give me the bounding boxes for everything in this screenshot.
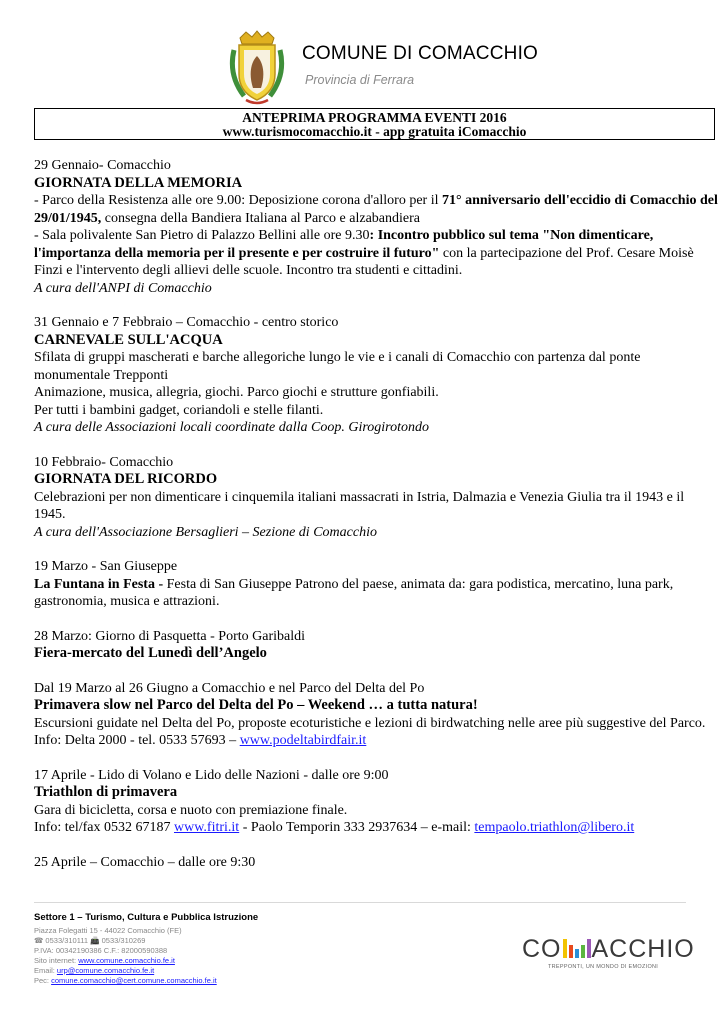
- event-text: consegna della Bandiera Italiana al Parco e alzabandiera: [101, 210, 420, 226]
- event-title: Fiera-mercato del Lunedì dell’Angelo: [34, 645, 267, 661]
- org-subtitle: Provincia di Ferrara: [305, 73, 415, 87]
- pec-link[interactable]: comune.comacchio@cert.comune.comacchio.fe.it: [51, 976, 217, 985]
- event-item: [34, 157, 718, 297]
- brand-text-left: CO: [522, 935, 562, 963]
- event-date: Dal 19 Marzo al 26 Giugno a Comacchio e nel Parco del Delta del Po: [34, 680, 425, 696]
- event-item: [34, 767, 718, 837]
- event-info: [34, 732, 718, 750]
- brand-wordmark: [522, 935, 695, 963]
- program-banner: [34, 108, 715, 140]
- event-credit: A cura dell'ANPI di Comacchio: [34, 280, 212, 296]
- event-text: - Parco della Resistenza alle ore 9.00: Deposizione corona d'alloro per il: [34, 193, 442, 208]
- footer-phone: [34, 936, 394, 946]
- banner-title: ANTEPRIMA PROGRAMMA EVENTI 2016: [242, 110, 507, 125]
- event-description: Animazione, musica, allegria, giochi. Parco giochi e strutture gonfiabili.: [34, 385, 439, 400]
- event-text-bold: : Incontro pubblico sul tema "Non dimenticare, l'importanza della memoria per il presente e per costruire il futuro": [34, 228, 654, 261]
- event-item: [34, 454, 718, 542]
- org-title: COMUNE DI COMACCHIO: [302, 43, 539, 64]
- site-label: Sito internet:: [34, 956, 79, 965]
- event-list: [34, 157, 718, 888]
- event-description: Sfilata di gruppi mascherati e barche allegoriche lungo le vie e i canali di Comacchio con partenza dal ponte monumentale Trepponti: [34, 350, 641, 383]
- coat-of-arms-icon: [226, 30, 288, 108]
- brand-tagline: TREPPONTI, UN MONDO DI EMOZIONI: [548, 964, 659, 970]
- event-info: [34, 819, 718, 837]
- event-text: Festa di San Giuseppe Patrono del paese, animata da: gara podistica, mercatino, luna park, gastronomia, musica e attrazioni.: [34, 576, 674, 609]
- event-item: [34, 680, 718, 750]
- event-date: 17 Aprile - Lido di Volano e Lido delle Nazioni - dalle ore 9:00: [34, 767, 389, 783]
- event-description: [34, 192, 718, 227]
- event-info-text: - Paolo Temporin 333 2937634 – e-mail:: [239, 820, 475, 835]
- event-item: [34, 314, 718, 437]
- event-description: [34, 227, 718, 280]
- event-text: con la partecipazione del Prof. Cesare Moisè Finzi e l'intervento degli allievi delle scuole. Incontro tra studenti e cittadini.: [34, 245, 694, 278]
- event-date: 19 Marzo - San Giuseppe: [34, 559, 178, 574]
- event-date: 10 Febbraio- Comacchio: [34, 454, 174, 470]
- email-link[interactable]: urp@comune.comacchio.fe.it: [56, 966, 155, 975]
- event-text-bold: 71° anniversario dell'eccidio di Comacchio del 29/01/1945,: [34, 193, 718, 226]
- footer-tax-ids: P.IVA: 00342190386 C.F.: 82000590388: [34, 946, 168, 955]
- event-credit: A cura delle Associazioni locali coordinate dalla Coop. Girogirotondo: [34, 420, 429, 435]
- brand-m-bars-icon: [562, 939, 592, 958]
- website-link[interactable]: www.podeltabirdfair.it: [239, 733, 367, 748]
- site-link[interactable]: www.comune.comacchio.fe.it: [78, 956, 175, 965]
- footer-email: [34, 966, 394, 976]
- event-title: La Funtana in Festa -: [34, 576, 164, 592]
- fax-number: 0533/310269: [101, 936, 146, 945]
- event-title: Triathlon di primavera: [34, 784, 178, 800]
- pec-label: Pec:: [34, 976, 52, 985]
- event-title: GIORNATA DEL RICORDO: [34, 471, 218, 487]
- banner-subtitle: www.turismocomacchio.it - app gratuita iComacchio: [222, 124, 527, 139]
- phone-number: ☎ 0533/310111: [34, 936, 91, 945]
- brand-text-right: ACCHIO: [591, 935, 695, 963]
- letterhead: [226, 30, 646, 110]
- website-link[interactable]: www.fitri.it: [173, 820, 240, 835]
- event-item: [34, 628, 718, 663]
- event-info-text: Info: Delta 2000 - tel. 0533 57693 –: [34, 733, 240, 748]
- event-description: Celebrazioni per non dimenticare i cinquemila italiani massacrati in Istria, Dalmazia e Venezia Giulia tra il 1943 e il 1945.: [34, 489, 685, 522]
- footer-divider: [34, 902, 686, 903]
- event-title: Primavera slow nel Parco del Delta del Po – Weekend … a tutta natura!: [34, 697, 478, 713]
- event-description: Per tutti i bambini gadget, coriandoli e stelle filanti.: [34, 402, 324, 418]
- comacchio-brand-logo: [522, 935, 695, 972]
- event-date: 28 Marzo: Giorno di Pasquetta - Porto Garibaldi: [34, 628, 306, 644]
- event-description: Gara di bicicletta, corsa e nuoto con premiazione finale.: [34, 802, 348, 818]
- footer-contacts: [34, 912, 394, 986]
- event-description: [34, 576, 718, 611]
- event-item: [34, 854, 718, 872]
- event-credit: A cura dell'Associazione Bersaglieri – Sezione di Comacchio: [34, 524, 377, 540]
- event-title: GIORNATA DELLA MEMORIA: [34, 174, 243, 191]
- event-date: 25 Aprile – Comacchio – dalle ore 9:30: [34, 854, 256, 870]
- event-date: 31 Gennaio e 7 Febbraio – Comacchio - centro storico: [34, 315, 339, 330]
- footer-address: Piazza Folegatti 15 - 44022 Comacchio (FE): [34, 926, 182, 935]
- event-date: 29 Gennaio- Comacchio: [34, 158, 171, 173]
- footer-pec: [34, 976, 394, 986]
- event-description: Escursioni guidate nel Delta del Po, proposte ecoturistiche e lezioni di birdwatching nelle aree più suggestive del Parco.: [34, 715, 706, 731]
- footer-site: [34, 956, 394, 966]
- email-link[interactable]: tempaolo.triathlon@libero.it: [474, 820, 635, 835]
- email-label: Email:: [34, 966, 57, 975]
- fax-icon: 📠: [90, 936, 102, 945]
- event-info-text: Info: tel/fax 0532 67187: [34, 820, 174, 835]
- event-text: - Sala polivalente San Pietro di Palazzo Bellini alle ore 9.30: [34, 228, 370, 243]
- department-name: Settore 1 – Turismo, Cultura e Pubblica Istruzione: [34, 912, 259, 923]
- event-title: CARNEVALE SULL'ACQUA: [34, 331, 223, 348]
- event-item: [34, 558, 718, 611]
